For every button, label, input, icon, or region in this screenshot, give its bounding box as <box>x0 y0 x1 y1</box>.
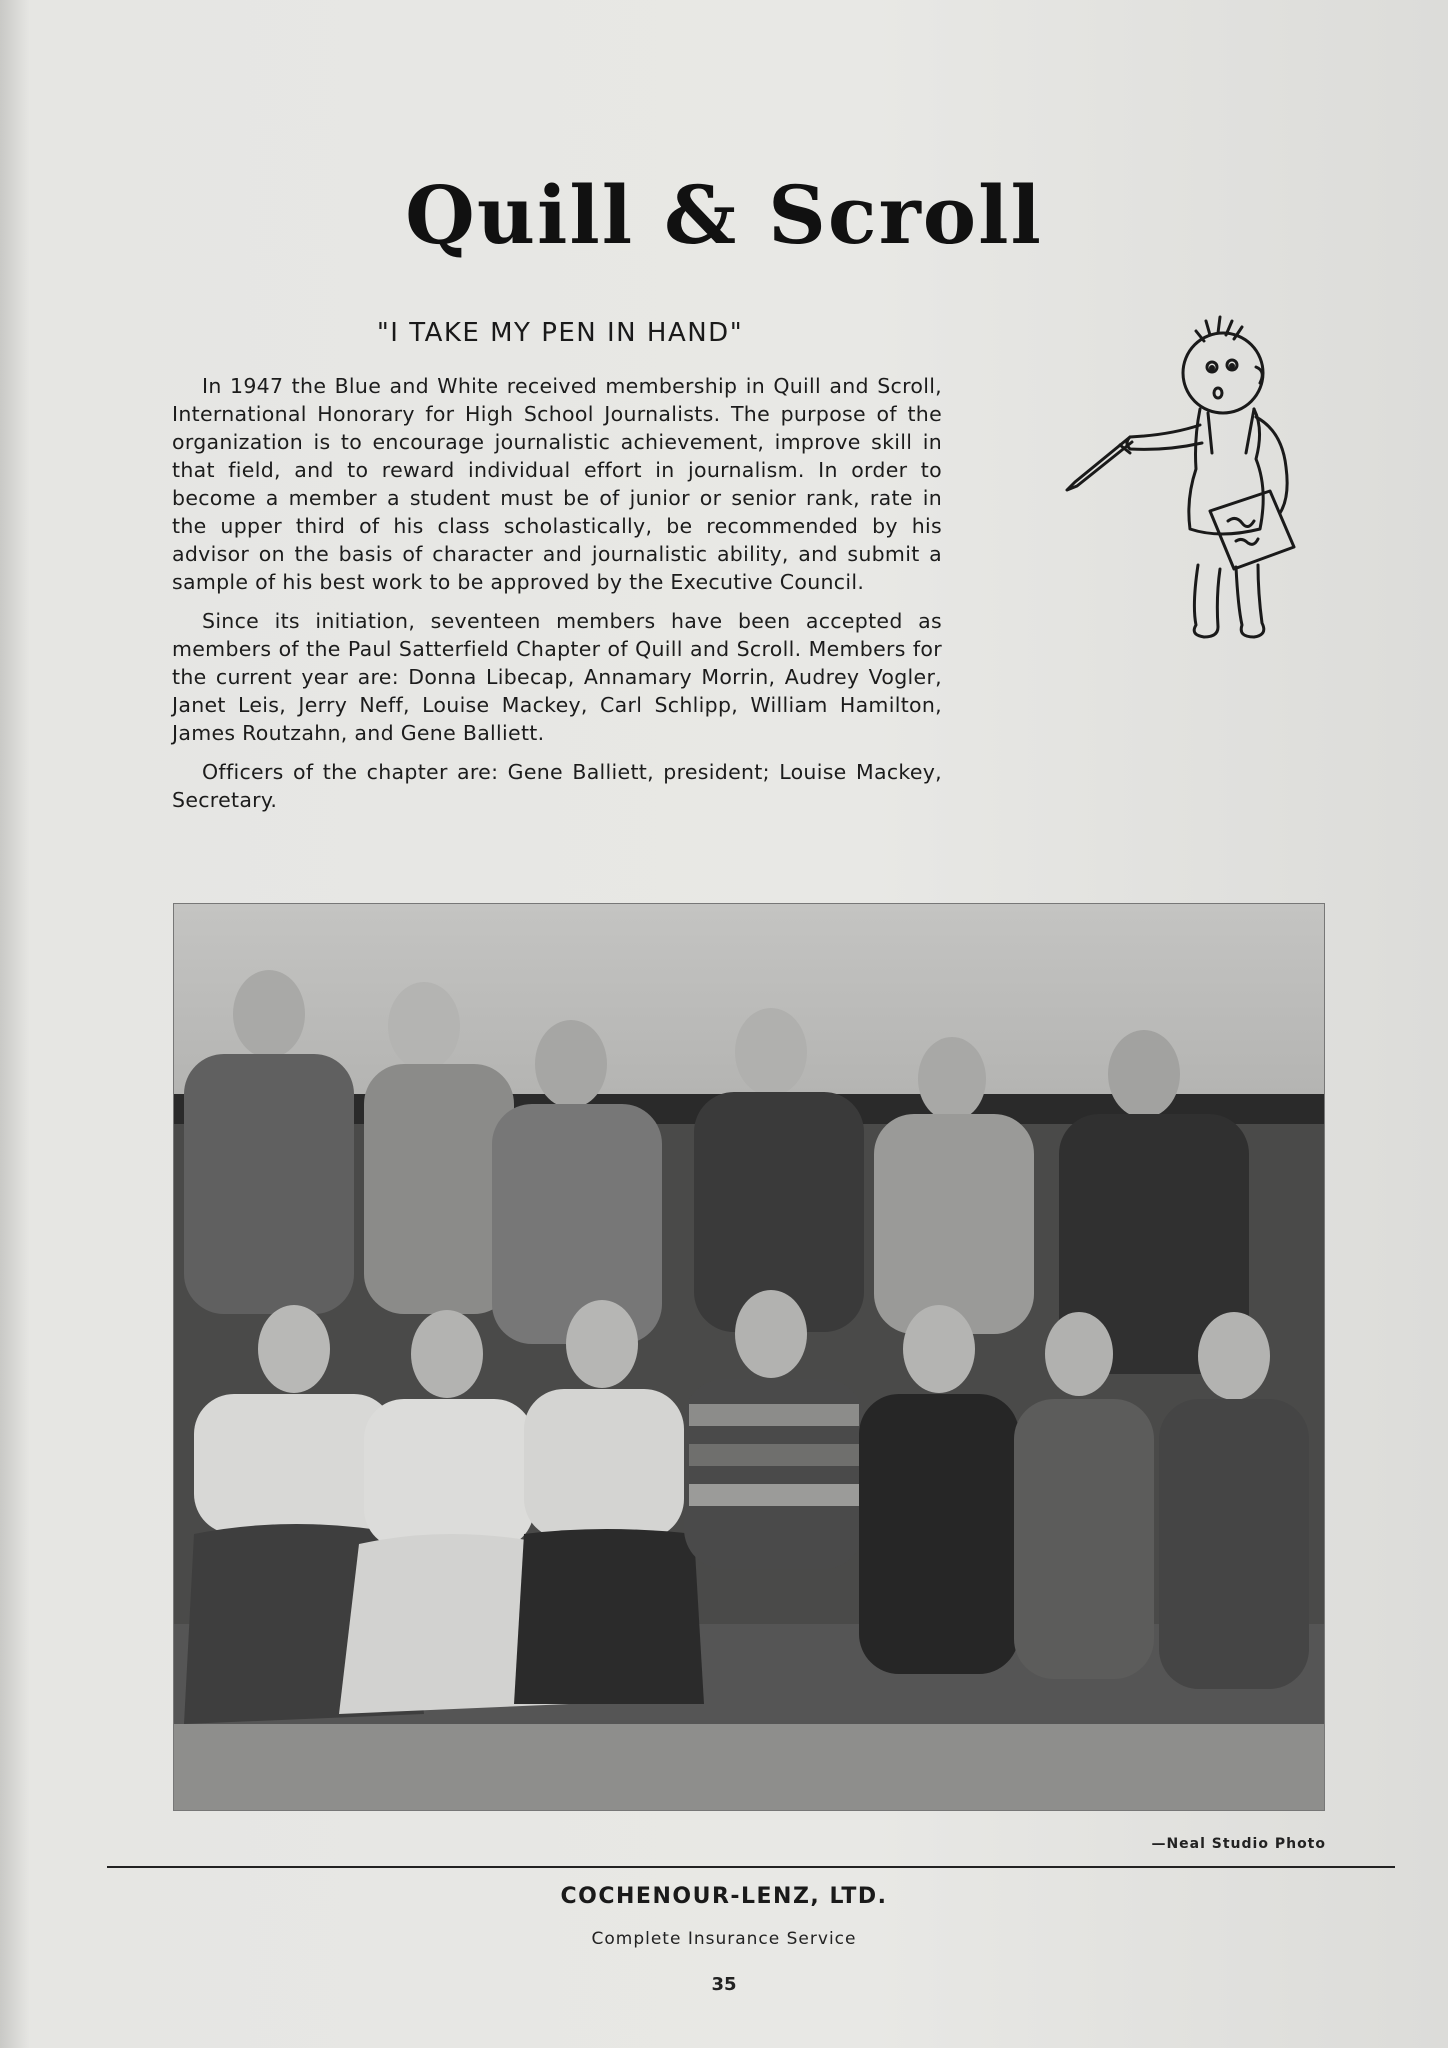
page-subtitle: "I TAKE MY PEN IN HAND" <box>376 318 744 348</box>
page-number: 35 <box>711 1974 737 1995</box>
photo-credit: —Neal Studio Photo <box>1151 1836 1326 1852</box>
advertiser-name: COCHENOUR-LENZ, LTD. <box>560 1884 888 1909</box>
cartoon-writer-illustration <box>1060 305 1340 685</box>
footer-divider <box>107 1866 1395 1868</box>
paragraph-members: Since its initiation, seventeen members have been accepted as members of the Paul Satterfield Chapter of Quill and Scroll. Members for the current year are: Donna Libecap, Annamary Morrin, Audrey Vogler, Janet Leis, Jerry Neff, Louise Mackey, Carl Schlipp, William Hamilton, James Routzahn, and Gene Balliett. <box>172 609 942 745</box>
article-body <box>172 372 942 825</box>
group-photo <box>173 903 1325 1811</box>
paragraph-officers: Officers of the chapter are: Gene Balliett, president; Louise Mackey, Secretary. <box>172 760 942 812</box>
advertiser-tagline: Complete Insurance Service <box>591 1929 857 1949</box>
paragraph-history: In 1947 the Blue and White received membership in Quill and Scroll, International Honorary for High School Journalists. The purpose of the organization is to encourage journalistic achievement, improve skill in that field, and to reward individual effort in journalism. In order to become a member a student must be of junior or senior rank, rate in the upper third of his class scholastically, be recommended by his advisor on the basis of character and journalistic ability, and submit a sample of his best work to be approved by the Executive Council. <box>172 374 942 594</box>
page-title: Quill & Scroll <box>405 168 1043 262</box>
